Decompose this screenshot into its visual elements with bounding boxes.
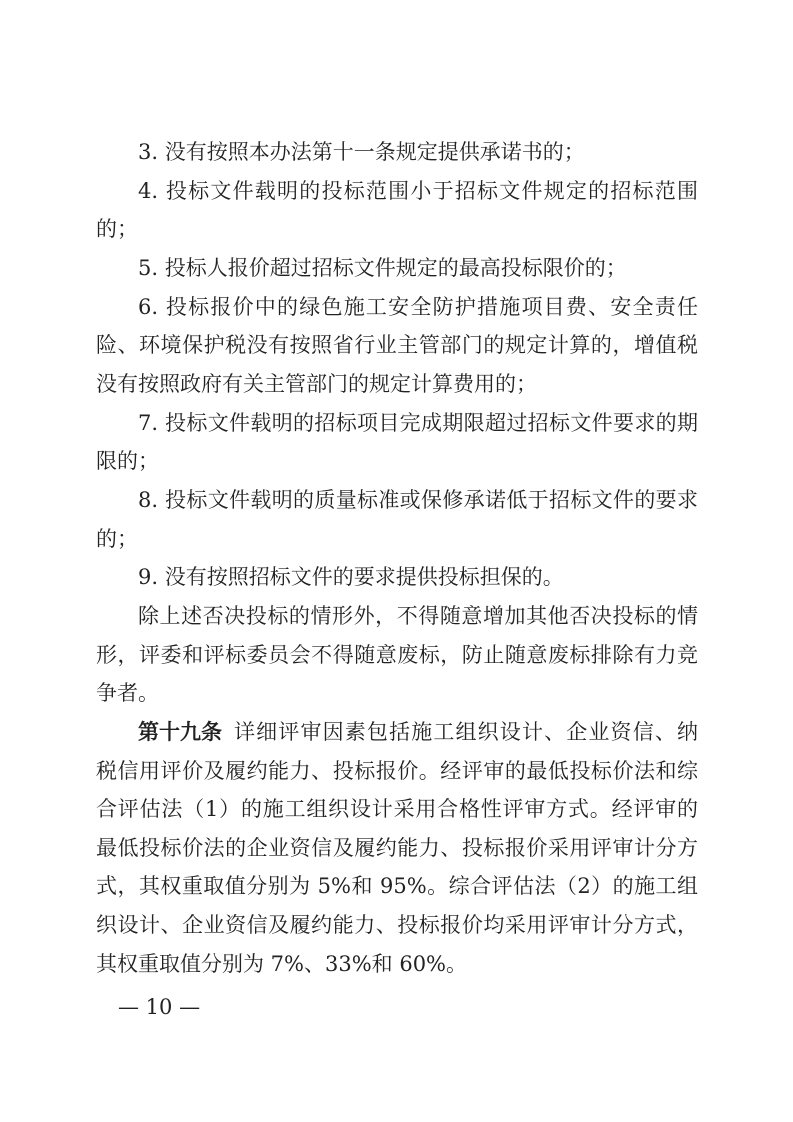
text-line: 3. 没有按照本办法第十一条规定提供承诺书的； <box>138 140 585 164</box>
text-line: 限的； <box>96 449 159 474</box>
text-line: 险、环境保护税没有按照省行业主管部门的规定计算的，增值税 <box>96 333 698 358</box>
text-line: 争者。 <box>96 681 159 706</box>
text-line: 形，评委和评标委员会不得随意废标，防止随意废标排除有力竞 <box>96 642 698 667</box>
text-line: 的； <box>96 217 138 242</box>
article-heading: 第十九条 <box>138 718 222 744</box>
text-line: 的； <box>96 526 138 551</box>
text-line: 其权重取值分别为 7%、33%和 60%。 <box>96 951 468 976</box>
text-line: 详细评审因素包括施工组织设计、企业资信、纳 <box>234 719 698 744</box>
document-body <box>96 133 698 983</box>
text-line: 4. 投标文件载明的投标范围小于招标文件规定的招标范围 <box>138 178 698 203</box>
text-line: 没有按照政府有关主管部门的规定计算费用的； <box>96 371 537 396</box>
page-number: — 10 — <box>118 995 201 1019</box>
article-line <box>96 713 698 752</box>
text-line: 合评估法（1）的施工组织设计采用合格性评审方式。经评审的 <box>96 797 698 822</box>
text-line: 5. 投标人报价超过招标文件规定的最高投标限价的； <box>138 255 627 280</box>
text-line: 8. 投标文件载明的质量标准或保修承诺低于招标文件的要求 <box>138 487 698 512</box>
text-line: 最低投标价法的企业资信及履约能力、投标报价采用评审计分方 <box>96 835 698 860</box>
text-line: 式，其权重取值分别为 5%和 95%。综合评估法（2）的施工组 <box>96 874 698 899</box>
text-line: 6. 投标报价中的绿色施工安全防护措施项目费、安全责任 <box>138 294 698 319</box>
text-line: 税信用评价及履约能力、投标报价。经评审的最低投标价法和综 <box>96 758 698 783</box>
text-line: 7. 投标文件载明的招标项目完成期限超过招标文件要求的期 <box>138 410 698 435</box>
text-line: 除上述否决投标的情形外，不得随意增加其他否决投标的情 <box>138 603 698 628</box>
text-line: 织设计、企业资信及履约能力、投标报价均采用评审计分方式， <box>96 913 698 938</box>
text-line: 9. 没有按照招标文件的要求提供投标担保的。 <box>138 565 564 590</box>
